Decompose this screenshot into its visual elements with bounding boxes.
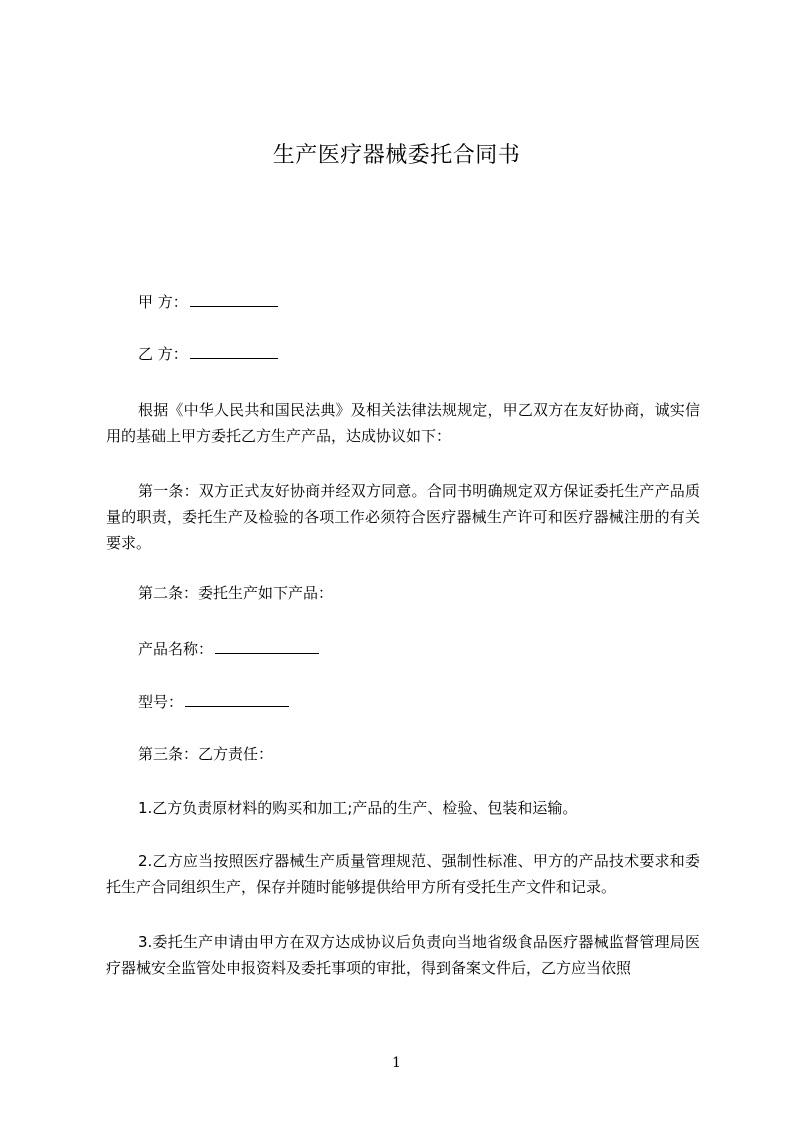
product-name-blank[interactable] bbox=[215, 639, 319, 654]
document-title: 生产医疗器械委托合同书 bbox=[272, 143, 521, 168]
product-name-line bbox=[106, 636, 700, 662]
preamble-paragraph: 根据《中华人民共和国民法典》及相关法律法规规定，甲乙双方在友好协商，诚实信用的基础上甲方委托乙方生产产品，达成协议如下： bbox=[106, 401, 700, 445]
model-blank[interactable] bbox=[185, 692, 289, 707]
model-line bbox=[106, 689, 700, 715]
article-2-heading: 第二条：委托生产如下产品： bbox=[138, 584, 334, 602]
party-b-blank[interactable] bbox=[190, 344, 278, 359]
party-a-blank[interactable] bbox=[190, 292, 278, 307]
article-1-paragraph: 第一条：双方正式友好协商并经双方同意。合同书明确规定双方保证委托生产产品质量的职责，委托生产及检验的各项工作必须符合医疗器械生产许可和医疗器械注册的有关要求。 bbox=[106, 482, 700, 552]
party-a-line bbox=[106, 289, 700, 315]
article-3-item-2: 2.乙方应当按照医疗器械生产质量管理规范、强制性标准、甲方的产品技术要求和委托生产合同组织生产，保存并随时能够提供给甲方所有受托生产文件和记录。 bbox=[106, 852, 700, 896]
article-3-heading: 第三条：乙方责任： bbox=[138, 745, 274, 763]
article-3-item-3: 3.委托生产申请由甲方在双方达成协议后负责向当地省级食品医疗器械监督管理局医疗器械安全监管处申报资料及委托事项的审批，得到备案文件后，乙方应当依照 bbox=[106, 933, 700, 977]
party-a-label: 甲 方： bbox=[138, 293, 188, 311]
party-b-label: 乙 方： bbox=[138, 345, 188, 363]
party-b-line bbox=[106, 341, 700, 367]
article-3-item-1: 1.乙方负责原材料的购买和加工;产品的生产、检验、包装和运输。 bbox=[138, 799, 578, 817]
page-number: 1 bbox=[392, 1055, 401, 1071]
model-label: 型号： bbox=[138, 693, 184, 711]
product-name-label: 产品名称： bbox=[138, 640, 214, 658]
